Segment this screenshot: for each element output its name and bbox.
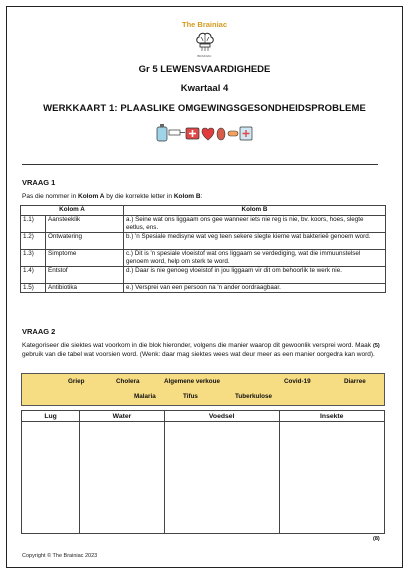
row-definition: e.) Versprei van een persoon na 'n ander oordraagbaar.	[124, 284, 386, 293]
worksheet-title: WERKKAART 1: PLAASLIKE OMGEWINGSGESONDHEIDSPROBLEME	[43, 103, 366, 114]
copyright-footer: Copyright © The Brainiac 2023	[22, 553, 98, 559]
table-row	[21, 216, 386, 233]
answer-cell-voedsel[interactable]	[164, 422, 279, 534]
answer-cell-water[interactable]	[80, 422, 165, 534]
row-term: Simptome	[46, 250, 124, 267]
row-term: Antibiotika	[46, 284, 124, 293]
subject-heading: Gr 5 LEWENSVAARDIGHEDE	[138, 64, 271, 75]
table-row	[21, 267, 386, 284]
disease-item: Tifus	[183, 393, 198, 400]
q1-title: VRAAG 1	[22, 178, 56, 187]
pill-icon	[228, 131, 238, 136]
category-table	[21, 410, 385, 534]
table-row	[21, 284, 386, 293]
disease-word-bank	[21, 373, 385, 406]
brain-logo-icon	[194, 31, 216, 53]
q2-instruction: Kategoriseer die siektes wat voorkom in die blok hieronder, volgens die manier waarop dit gewoonlik versprei word. Maak gebruik van die tabel wat voorsien word. (Wenk: daar mag siektes wees wat deur meer as een manier oorgedra kan word).	[22, 342, 375, 358]
row-term: Aansteeklik	[46, 216, 124, 233]
col-a-header: Kolom A	[21, 206, 124, 216]
term-heading: Kwartaal 4	[180, 83, 229, 94]
first-aid-icon	[186, 128, 199, 139]
row-term: Entstof	[46, 267, 124, 284]
row-term: Ontwatering	[46, 233, 124, 250]
row-number: 1.5)	[21, 284, 46, 293]
row-definition: d.) Daar is nie genoeg vloeistof in jou liggaam vir dit om behoorlik te werk nie.	[124, 267, 386, 284]
q2-title: VRAAG 2	[22, 327, 56, 336]
row-definition: a.) Seine wat ons liggaam ons gee wanneer iets nie reg is nie, bv. koors, hoes, slegte eetlus, ens.	[124, 216, 386, 233]
brand-name: The Brainiac	[181, 20, 227, 29]
category-header: Lug	[22, 411, 80, 422]
medical-icon	[157, 124, 167, 141]
disease-item: Griep	[68, 378, 85, 385]
divider	[22, 164, 378, 165]
q1-marks: (5)	[373, 343, 380, 349]
syringe-icon	[169, 130, 185, 135]
row-number: 1.1)	[21, 216, 46, 233]
kidney-icon	[217, 128, 225, 140]
medical-kit-icon	[240, 127, 252, 140]
table-row	[21, 233, 386, 250]
disease-item: Covid-19	[284, 378, 311, 385]
disease-item: Algemene verkoue	[164, 378, 220, 385]
row-number: 1.3)	[21, 250, 46, 267]
q1-instruction: Pas die nommer in Kolom A by die korrekte letter in Kolom B:	[22, 193, 203, 200]
row-number: 1.2)	[21, 233, 46, 250]
health-icons-strip	[156, 121, 253, 143]
category-header: Voedsel	[164, 411, 279, 422]
category-header: Insekte	[279, 411, 385, 422]
category-header: Water	[80, 411, 165, 422]
answer-cell-insekte[interactable]	[279, 422, 385, 534]
answer-cell-lug[interactable]	[22, 422, 80, 534]
logo-subtitle: BRAINIAC	[197, 54, 212, 58]
row-definition: c.) Dit is 'n spesiale vloeistof wat ons liggaam se verdediging, wat die immuunstelsel genoem word, help om sterk te word.	[124, 250, 386, 267]
row-number: 1.4)	[21, 267, 46, 284]
disease-item: Diarree	[344, 378, 366, 385]
table-row	[21, 250, 386, 267]
disease-item: Cholera	[116, 378, 140, 385]
disease-item: Malaria	[134, 393, 156, 400]
disease-item: Tuberkulose	[235, 393, 272, 400]
heart-icon	[202, 128, 214, 140]
col-b-header: Kolom B	[124, 206, 386, 216]
q1-match-table	[20, 205, 386, 293]
row-definition: b.) 'n Spesiale medisyne wat veg teen sekere slegte kieme wat bakterieë genoem word.	[124, 233, 386, 250]
q2-marks: (8)	[373, 536, 380, 542]
